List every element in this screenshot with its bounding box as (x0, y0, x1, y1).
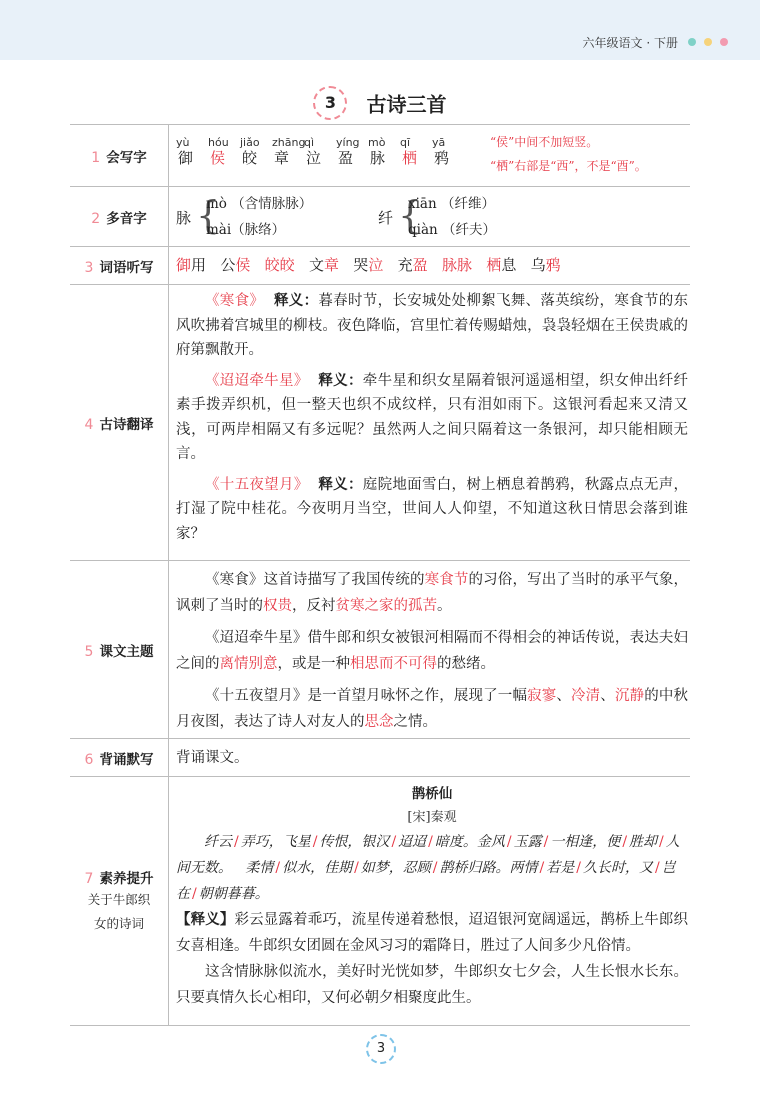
theme-paragraph: 《寒食》这首诗描写了我国传统的寒食节的习俗，写出了当时的承平气象，讽刺了当时的权贵，反衬贫寒之家的孤苦。 (176, 572, 688, 614)
character: 盈 (338, 149, 354, 167)
translation-paragraph: 《迢迢牵牛星》 释义：牵牛星和织女星隔着银河遥遥相望，织女伸出纤纤素手拨弄织机，但一整天也织不成纹样，只有泪如雨下。这银河看起来又清又浅，可两岸相隔又有多远呢？虽然两人之间只隔着这一条银河，却只能相顾无言。 (176, 371, 689, 462)
character: 泣 (306, 149, 322, 167)
page-number: 3 (366, 1034, 396, 1064)
row-label: 2 多音字 (70, 187, 169, 247)
character: 栖 (402, 149, 418, 167)
translation-paragraph: 《十五夜望月》 释义：庭院地面雪白，树上栖息着鹊鸦，秋露点点无声，打湿了院中桂花。今夜明月当空，世间人人仰望，不知道这秋日情思会落到谁家？ (176, 475, 689, 542)
row-dictation (70, 246, 690, 285)
row-extension (70, 776, 690, 1026)
row-label: 5 课文主题 (70, 561, 169, 739)
row-recite (70, 738, 690, 777)
char-note: “栖”右部是“西”，不是“酉”。 (490, 159, 647, 173)
lesson-title: 古诗三首 (366, 92, 447, 117)
pinyin: mò (368, 136, 386, 149)
pinyin: qì (304, 136, 315, 149)
pinyin: yíng (336, 136, 360, 149)
char-list (176, 125, 688, 187)
theme-paragraph: 《迢迢牵牛星》借牛郎和织女被银河相隔而不得相会的神话传说，表达夫妇之间的离情别意，或是一种相思而不可得的愁绪。 (176, 630, 688, 672)
dictation-words: 御用 公侯 皎皎 文章 哭泣 充盈 脉脉 栖息 乌鸦 (176, 256, 561, 274)
row-translation (70, 284, 690, 561)
lesson-heading (0, 86, 760, 120)
recite-text: 背诵课文。 (176, 750, 249, 766)
row-theme (70, 560, 690, 739)
pinyin: jiǎo (240, 136, 260, 149)
translation-paragraph: 《寒食》 释义：暮春时节，长安城处处柳絮飞舞、落英缤纷，寒食节的东风吹拂着宫城里的柳枝。夜色降临，宫里忙着传赐蜡烛，袅袅轻烟在王侯贵戚的府第飘散开。 (176, 292, 689, 358)
character: 脉 (370, 149, 386, 167)
decor-dot (720, 38, 728, 46)
translation-text (176, 289, 688, 561)
top-banner (0, 0, 760, 60)
theme-text (176, 567, 688, 739)
row-label: 4 古诗翻译 (70, 285, 169, 561)
pinyin: yā (432, 136, 446, 149)
row-label: 6 背诵默写 (70, 739, 169, 777)
book-label: 六年级语文 · 下册 (582, 36, 678, 50)
poem-title: 鹊桥仙 (411, 786, 453, 802)
row-label: 3 词语听写 (70, 247, 169, 285)
char-note: “侯”中间不加短竖。 (490, 135, 599, 149)
character: 皎 (242, 149, 258, 167)
polyphonic-list: 脉 { mò （含情脉脉） mài（脉络） 纤 { xiān （纤维） qiàn （纤夫） (176, 193, 496, 238)
pinyin: zhāng (272, 136, 306, 149)
row-label: 7 素养提升 关于牛郎织 女的诗词 (70, 777, 169, 1025)
row-writing-chars (70, 124, 690, 187)
pinyin: qī (400, 136, 411, 149)
pinyin: yù (176, 136, 190, 149)
decor-dot (704, 38, 712, 46)
extension-content (176, 777, 688, 1025)
lesson-number: 3 (313, 86, 347, 120)
pinyin: hóu (208, 136, 229, 149)
decor-dot (688, 38, 696, 46)
theme-paragraph: 《十五夜望月》是一首望月咏怀之作，展现了一幅寂寥、冷清、沉静的中秋月夜图，表达了诗人对友人的思念之情。 (176, 688, 688, 730)
row-label: 1 会写字 (70, 125, 169, 187)
character: 御 (178, 149, 194, 167)
character: 鸦 (434, 149, 450, 167)
row-polyphonic (70, 186, 690, 247)
poem-annotation: 【释义】彩云显露着乖巧，流星传递着愁恨，迢迢银河宽阔遥远，鹊桥上牛郎织女喜相逢。牛郎织女团圆在金风习习的霜降日，胜过了人间多少凡俗情。 (176, 911, 688, 954)
poem-author: [宋]秦观 (407, 810, 457, 825)
poem-text: 纤云 / 弄巧，飞星 / 传恨，银汉 / 迢迢 / 暗度。金风 / 玉露 / 一相逢，便 / 胜却 / 人间无数。 柔情 / 似水，佳期 / 如梦，忍顾 / 鹊桥归路。两情 / 若是 / 久长时，又 / 岂在 / 朝朝暮暮。 (176, 834, 680, 902)
poem-annotation-2: 这含情脉脉似流水，美好时光恍如梦，牛郎织女七夕会，人生长恨水长东。只要真情久长心相印，又何必朝夕相聚度此生。 (176, 964, 688, 1006)
character: 章 (274, 149, 290, 167)
character: 侯 (210, 149, 226, 167)
